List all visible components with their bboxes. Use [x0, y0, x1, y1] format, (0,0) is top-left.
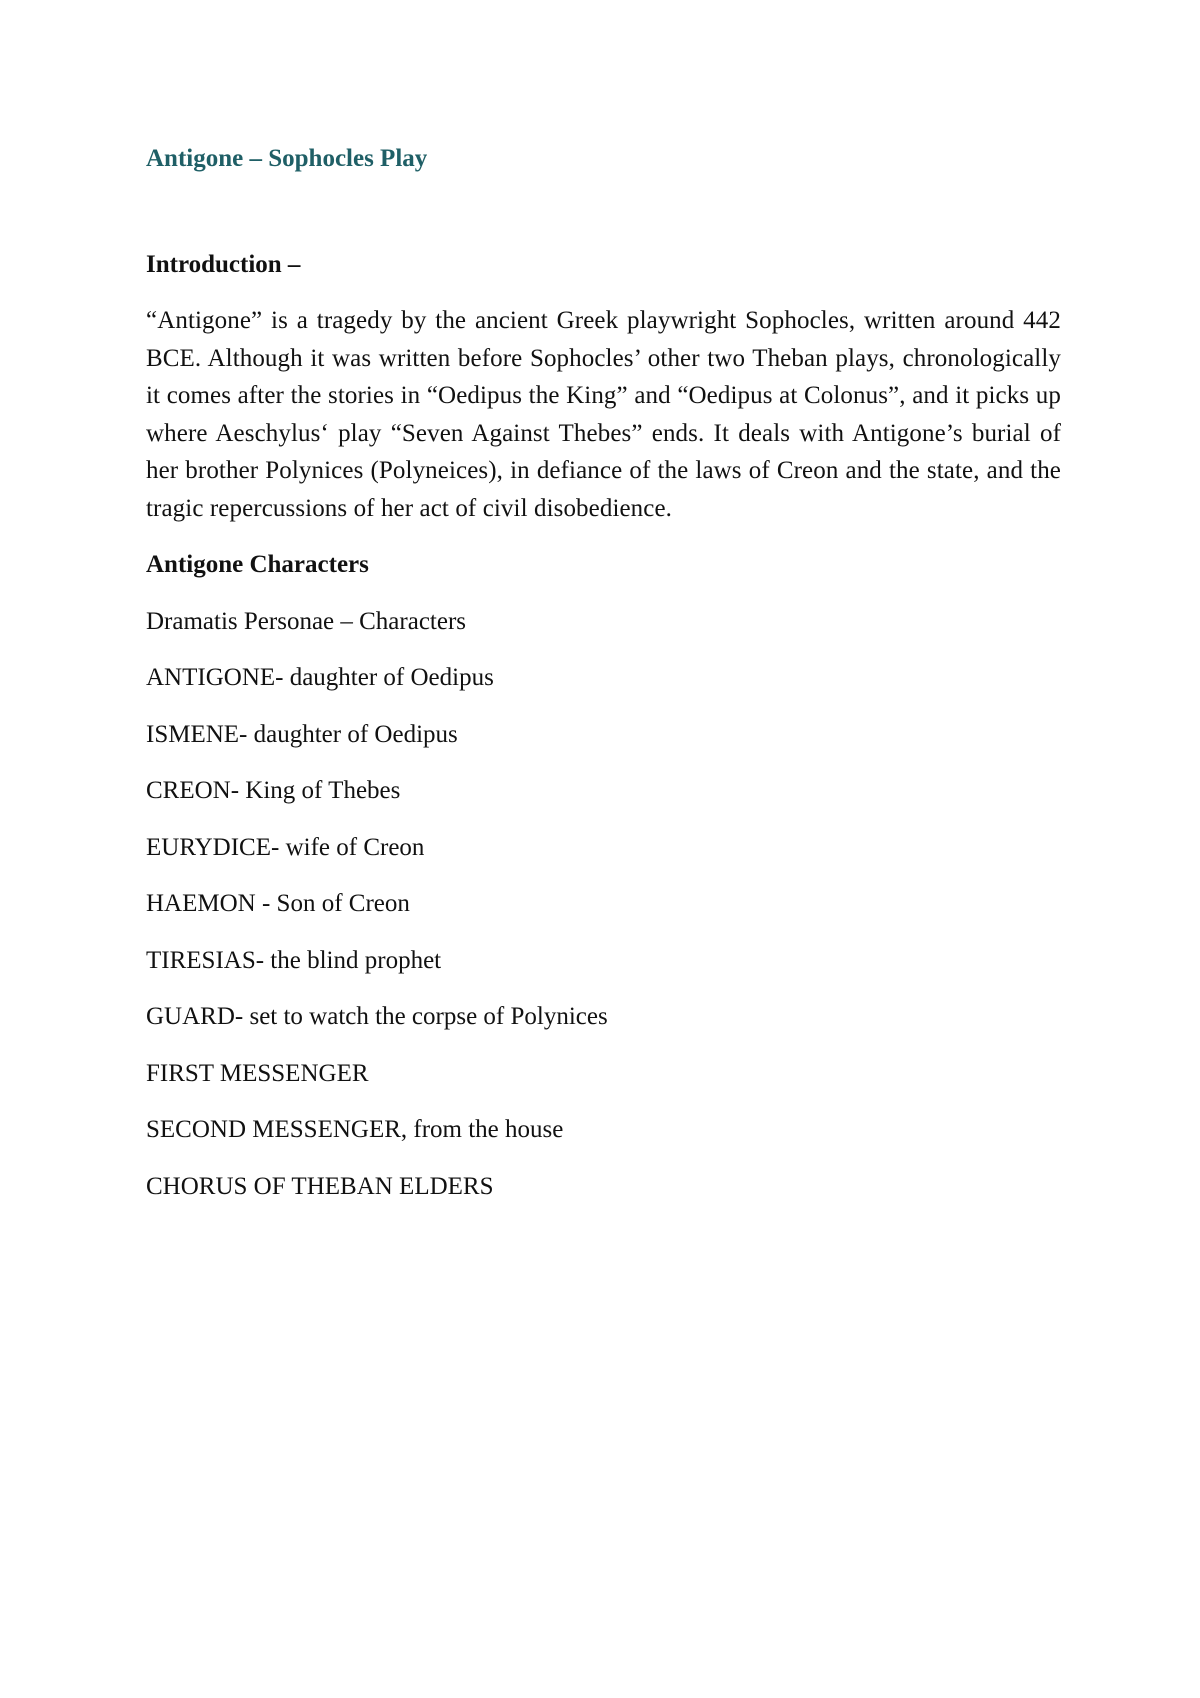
character-item: ISMENE- daughter of Oedipus — [146, 720, 458, 748]
character-item: CREON- King of Thebes — [146, 777, 401, 804]
character-item: CHORUS OF THEBAN ELDERS — [146, 1172, 494, 1200]
document-page — [146, 140, 1061, 1224]
characters-subheading: Dramatis Personae – Characters — [146, 607, 467, 635]
character-item: GUARD- set to watch the corpse of Polynices — [146, 1003, 608, 1030]
character-item: FIRST MESSENGER — [146, 1059, 369, 1087]
character-item: HAEMON - Son of Creon — [146, 890, 410, 917]
intro-heading: Introduction – — [146, 250, 301, 278]
character-item: SECOND MESSENGER, from the house — [146, 1116, 564, 1143]
character-item: TIRESIAS- the blind prophet — [146, 946, 442, 974]
characters-heading: Antigone Characters — [146, 551, 369, 578]
intro-paragraph: “Antigone” is a tragedy by the ancient Greek playwright Sophocles, written around 442 BCE. Although it was written before Sophocles’ other two Theban plays, chronologically it comes after the stories in “Oedipus the King” and “Oedipus at Colonus”, and it picks up where Aeschylus‘ play “Seven Against Thebes” ends. It deals with Antigone’s burial of her brother Polynices (Polyneices), in defiance of the laws of Creon and the state, and the tragic repercussions of her act of civil disobedience. — [146, 307, 1061, 522]
character-item: ANTIGONE- daughter of Oedipus — [146, 664, 494, 691]
document-title: Antigone – Sophocles Play — [146, 145, 428, 172]
character-item: EURYDICE- wife of Creon — [146, 833, 425, 861]
character-list — [146, 659, 1061, 1205]
